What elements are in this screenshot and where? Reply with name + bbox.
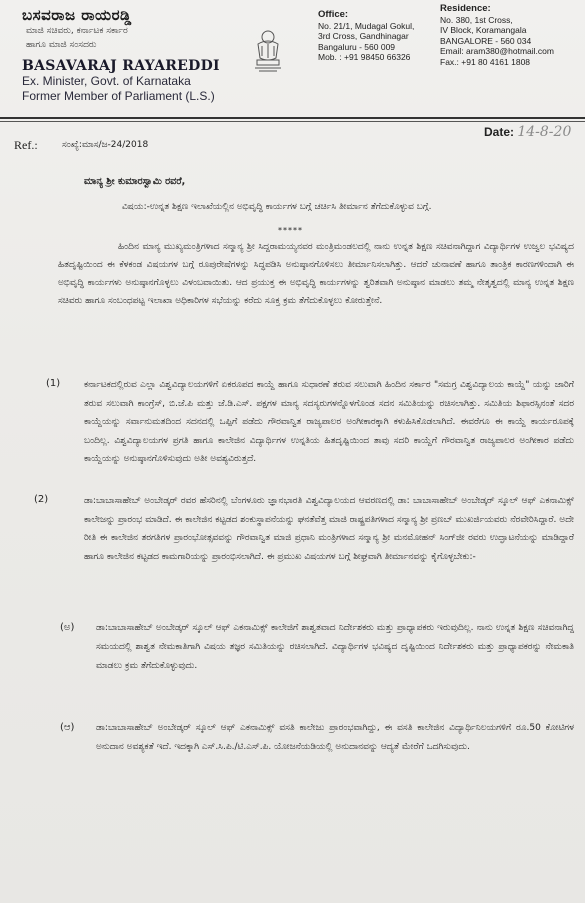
office-phone: Mob. : +91 98450 66326 xyxy=(318,52,411,62)
date-field xyxy=(484,124,571,140)
point-text: ಡಾ:ಬಾಬಾಸಾಹೇಬ್ ಅಂಬೇಡ್ಕರ್ ರವರ ಹೆಸರಿನಲ್ಲಿ ಬೆಂಗಳೂರು ಜ್ಞಾನಭಾರತಿ ವಿಶ್ವವಿದ್ಯಾಲಯದ ಆವರಣದಲ್ಲಿ ಡಾ: ಬಾಬಾಸಾಹೇಬ್ ಅಂಬೇಡ್ಕರ್ ಸ್ಕೂಲ್ ಆಫ್ ಎಕನಾಮಿಕ್ಸ್ ಕಾಲೇಜನ್ನು ಪ್ರಾರಂಭ ಮಾಡಿದೆ. ಈ ಕಾಲೇಜಿನ ಕಟ್ಟಡದ ಶಂಕುಸ್ಥಾಪನೆಯನ್ನು ಘನತೆವೆತ್ತ ಮಾಜಿ ರಾಷ್ಟ್ರಪತಿಗಳಾದ ಸನ್ಮಾನ್ಯ ಶ್ರೀ ಪ್ರಣಬ್ ಮುಖರ್ಜಿಯವರು ನೆರವೇರಿಸಿದ್ದಾರೆ. ಅದೇ ರೀತಿ ಈ ಕಾಲೇಜಿನ ತರಗತಿಗಳ ಪ್ರಾರಂಭೋತ್ಸವವನ್ನು ಗೌರವಾನ್ವಿತ ಮಾಜಿ ಪ್ರಧಾನಿ ಮಂತ್ರಿಗಳಾದ ಸನ್ಮಾನ್ಯ ಶ್ರೀ ಮನಮೋಹನ್ ಸಿಂಗ್‌ಜೀ ರವರು ಉದ್ಘಾಟನೆಯನ್ನು ಮಾಡಿದ್ದಾರೆ ಹಾಗೂ ಕಾಲೇಜಿನ ಕಟ್ಟಡದ ಕಾಮಗಾರಿಯನ್ನು ಪ್ರಾರಂಭಿಸಲಾಗಿದೆ. ಈ ಪ್ರಮುಖ ವಿಷಯಗಳ ಬಗ್ಗೆ ಶೀಘ್ರವಾಗಿ ತೀರ್ಮಾನವನ್ನು ಕೈಗೊಳ್ಳಬೇಕು:- xyxy=(84,496,574,562)
ref-number: ಸಂಖ್ಯೆ:ಮಾಸ/ಜ-24/2018 xyxy=(62,140,149,150)
subject-line: ವಿಷಯ:-ಉನ್ನತ ಶಿಕ್ಷಣ ಇಲಾಖೆಯಲ್ಲಿನ ಅಭಿವೃದ್ಧಿ ಕಾರ್ಯಗಳ ಬಗ್ಗೆ ಚರ್ಚಿಸಿ ತೀರ್ಮಾನ ತೆಗೆದುಕೊಳ್ಳುವ ಬಗ್ಗೆ. xyxy=(122,202,432,212)
name-english: BASAVARAJ RAYAREDDI xyxy=(22,58,220,74)
residence-line: BANGALORE - 560 034 xyxy=(440,35,532,46)
office-line: 3rd Cross, Gandhinagar xyxy=(318,31,409,41)
separator: ***** xyxy=(278,226,303,235)
residence-line: No. 380, 1st Cross, xyxy=(440,14,513,25)
subpoint-number: (ಆ) xyxy=(60,722,75,733)
residence-address xyxy=(440,4,580,67)
subpoint-number: (ಅ) xyxy=(60,622,75,633)
name-kannada: ಬಸವರಾಜ ರಾಯರಡ್ಡಿ xyxy=(22,6,132,24)
intro-paragraph: ಹಿಂದಿನ ಮಾನ್ಯ ಮುಖ್ಯಮಂತ್ರಿಗಳಾದ ಸನ್ಮಾನ್ಯ ಶ್ರೀ ಸಿದ್ದರಾಮಯ್ಯನವರ ಮಂತ್ರಿಮಂಡಲದಲ್ಲಿ ನಾನು ಉನ್ನತ ಶಿಕ್ಷಣ ಸಚಿವನಾಗಿದ್ದಾಗ ವಿದ್ಯಾರ್ಥಿಗಳ ಉಜ್ವಲ ಭವಿಷ್ಯದ ಹಿತದೃಷ್ಟಿಯಿಂದ ಈ ಕೆಳಕಂಡ ವಿಷಯಗಳ ಬಗ್ಗೆ ರೂಪುರೇಷೆಗಳನ್ನು ಸಿದ್ಧಪಡಿಸಿ ಅನುಷ್ಠಾನಗೊಳಿಸಲು ತೀರ್ಮಾನಿಸಲಾಗಿತ್ತು. ಆದರೆ ಚುನಾವಣೆ ಹಾಗೂ ತಾಂತ್ರಿಕ ಕಾರಣಗಳಿಂದಾಗಿ ಈ ಅಭಿವೃದ್ಧಿ ಕಾರ್ಯಗಳು ಅನುಷ್ಠಾನಗೊಳ್ಳಲು ವಿಳಂಬವಾಯಿತು. ಆದ ಪ್ರಯುಕ್ತ ಈ ಅಭಿವೃದ್ಧಿ ಕಾರ್ಯಗಳನ್ನು ತ್ವರಿತವಾಗಿ ಅನುಷ್ಠಾನ ಮಾಡಲು ತಮ್ಮ ನೇತೃತ್ವದಲ್ಲಿ ಮಾನ್ಯ ಉನ್ನತ ಶಿಕ್ಷಣ ಸಚಿವರು ಹಾಗೂ ಸಂಬಂಧಪಟ್ಟ ಇಲಾಖಾ ಅಧಿಕಾರಿಗಳ ಸಭೆಯನ್ನು ಕರೆದು ಸೂಕ್ತ ಕ್ರಮ ತೆಗೆದುಕೊಳ್ಳಲು ಕೋರುತ್ತೇನೆ. xyxy=(58,242,574,306)
office-line: No. 21/1, Mudagal Gokul, xyxy=(318,20,415,31)
title-kannada-1: ಮಾಜಿ ಸಚಿವರು, ಕರ್ನಾಟಕ ಸರ್ಕಾರ xyxy=(26,26,128,36)
residence-email: Email: aram380@hotmail.com xyxy=(440,46,554,56)
office-label: Office: xyxy=(318,9,349,20)
office-line: Bangaluru - 560 009 xyxy=(318,41,396,52)
residence-line: IV Block, Koramangala xyxy=(440,25,527,35)
header-rule xyxy=(0,117,585,119)
subpoint-text: ಡಾ:ಬಾಬಾಸಾಹೇಬ್ ಅಂಬೇಡ್ಕರ್ ಸ್ಕೂಲ್ ಆಫ್ ಎಕನಾಮಿಕ್ಸ್ ಕಾಲೇಜಿಗೆ ಶಾಶ್ವತವಾದ ನಿರ್ದೇಶಕರು ಮತ್ತು ಪ್ರಾಧ್ಯಾಪಕರು ಇರುವುದಿಲ್ಲ. ನಾನು ಉನ್ನತ ಶಿಕ್ಷಣ ಸಚಿವನಾಗಿದ್ದ ಸಮಯದಲ್ಲಿ ಶಾಶ್ವತ ನೇಮಕಾತಿಗಾಗಿ ವಿಷಯ ತಜ್ಞರ ಸಮಿತಿಯನ್ನು ರಚಿಸಲಾಗಿದೆ. ವಿದ್ಯಾರ್ಥಿಗಳ ಭವಿಷ್ಯದ ದೃಷ್ಟಿಯಿಂದ ನಿರ್ದೇಶಕರು ಮತ್ತು ಪ್ರಾಧ್ಯಾಪಕರನ್ನು ನೇಮಕಾತಿ ಮಾಡಲು ಕ್ರಮ ತೆಗೆದುಕೊಳ್ಳುವುದು. xyxy=(96,623,574,671)
office-address xyxy=(318,10,428,63)
point-number: (1) xyxy=(46,378,61,389)
point-text: ಕರ್ನಾಟಕದಲ್ಲಿರುವ ಎಲ್ಲಾ ವಿಶ್ವವಿದ್ಯಾಲಯಗಳಿಗೆ ಏಕರೂಪದ ಕಾಯ್ದೆ ಹಾಗೂ ಸುಧಾರಣೆ ತರುವ ಸಲುವಾಗಿ ಹಿಂದಿನ ಸರ್ಕಾರ "ಸಮಗ್ರ ವಿಶ್ವವಿದ್ಯಾಲಯ ಕಾಯ್ದೆ" ಯನ್ನು ಜಾರಿಗೆ ತರುವ ಸಲುವಾಗಿ ಕಾಂಗ್ರೆಸ್, ಬಿ.ಜೆ.ಪಿ ಮತ್ತು ಜೆ.ಡಿ.ಎಸ್. ಪಕ್ಷಗಳ ಮಾನ್ಯ ಸದಸ್ಯರುಗಳನ್ನೊಳಗೊಂಡ ಸದನ ಸಮಿತಿಯನ್ನು ರಚಿಸಲಾಗಿತ್ತು. ಸಮಿತಿಯ ಶಿಫಾರಸ್ಸಿನಂತೆ ಸದರ ಕಾಯ್ದೆಯನ್ನು ಸರ್ವಾನುಮತದಿಂದ ಸದನದಲ್ಲಿ ಒಪ್ಪಿಗೆ ಪಡೆದು ಗೌರವಾನ್ವಿತ ರಾಜ್ಯಪಾಲರ ಅಂಗೀಕಾರಕ್ಕಾಗಿ ಕಳುಹಿಸಿಕೊಡಲಾಗಿದೆ. ಈವರೆಗೂ ಈ ಕಾಯ್ದೆ ಕಾರ್ಯರೂಪಕ್ಕೆ ಬಂದಿಲ್ಲ. ವಿಶ್ವವಿದ್ಯಾಲಯಗಳ ಪ್ರಗತಿ ಹಾಗೂ ಕಾಲೇಜಿನ ವಿದ್ಯಾರ್ಥಿಗಳ ಉನ್ನತಿಯ ಹಿತದೃಷ್ಟಿಯಿಂದ ತಾವು ಸದರಿ ಕಾಯ್ದೆಗೆ ಗೌರವಾನ್ವಿತ ರಾಜ್ಯಪಾಲರ ಅಂಗೀಕಾರ ಪಡೆದು ಕಾಯ್ದೆಯನ್ನು ಅನುಷ್ಠಾನಗೊಳಿಸುವುದು ಅತೀ ಅವಶ್ಯವಿರುತ್ತದೆ. xyxy=(84,380,574,464)
point-number: (2) xyxy=(34,494,49,505)
title-english-2: Former Member of Parliament (L.S.) xyxy=(22,89,215,103)
title-english-1: Ex. Minister, Govt. of Karnataka xyxy=(22,74,191,88)
residence-fax: Fax.: +91 80 4161 1808 xyxy=(440,56,531,67)
ref-label: Ref.: xyxy=(14,138,38,152)
residence-label: Residence: xyxy=(440,3,491,14)
date-label: Date: xyxy=(484,125,515,139)
state-emblem-icon xyxy=(250,28,286,74)
salutation: ಮಾನ್ಯ ಶ್ರೀ ಕುಮಾರಸ್ವಾಮಿ ರವರೆ, xyxy=(84,176,186,187)
subpoint-text: ಡಾ:ಬಾಬಾಸಾಹೇಬ್ ಅಂಬೇಡ್ಕರ್ ಸ್ಕೂಲ್ ಆಫ್ ಎಕನಾಮಿಕ್ಸ್ ವಸತಿ ಕಾಲೇಜು ಪ್ರಾರಂಭವಾಗಿದ್ದು, ಈ ವಸತಿ ಕಾಲೇಜಿನ ವಿದ್ಯಾರ್ಥಿನಿಲಯಗಳಿಗೆ ರೂ.50 ಕೋಟಿಗಳ ಅನುದಾನ ಅವಶ್ಯಕತೆ ಇದೆ. ಇದಕ್ಕಾಗಿ ಎಸ್.ಸಿ.ಪಿ./ಟಿ.ಎಸ್.ಪಿ. ಯೋಜನೆಯಡಿಯಲ್ಲಿ ಅನುದಾನವನ್ನು ಆದ್ಯತೆ ಮೇರೆಗೆ ಒದಗಿಸುವುದು. xyxy=(96,723,574,752)
title-kannada-2: ಹಾಗೂ ಮಾಜಿ ಸಂಸದರು xyxy=(26,40,97,50)
date-handwritten: 14-8-20 xyxy=(517,124,572,140)
header-rule-thin xyxy=(0,121,585,122)
